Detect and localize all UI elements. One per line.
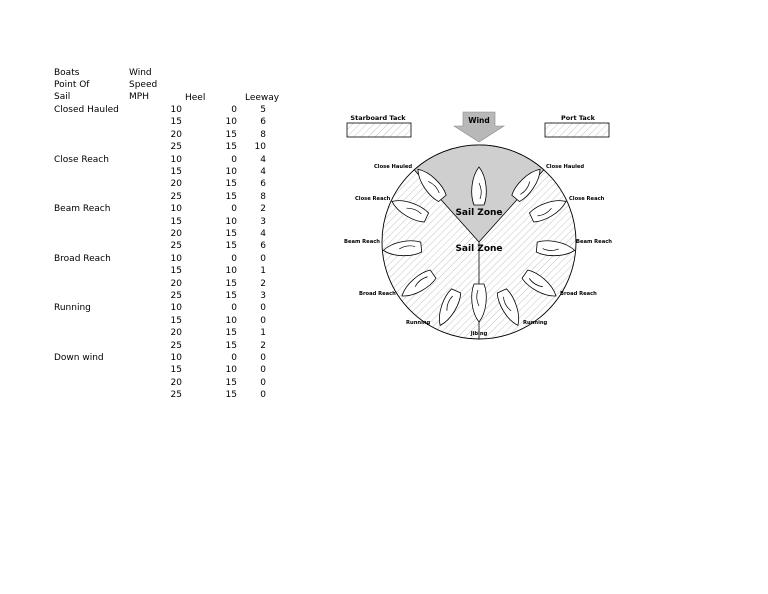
label-beam-reach-right: Beam Reach (576, 239, 612, 245)
leeway-cell: 1 (260, 328, 266, 339)
wind-speed-cell: 20 (170, 179, 182, 190)
heel-cell: 15 (225, 278, 237, 289)
heel-cell: 15 (225, 328, 237, 339)
header-wind: Wind (129, 68, 152, 78)
wind-speed-cell: 10 (170, 105, 182, 115)
leeway-cell: 1 (260, 266, 266, 277)
leeway-cell: 3 (260, 291, 266, 301)
wind-speed-cell: 15 (170, 117, 182, 128)
leeway-cell: 0 (260, 365, 266, 376)
leeway-cell: 0 (260, 253, 266, 264)
label-close-reach-left: Close Reach (355, 196, 391, 202)
port-tack-label: Port Tack (561, 114, 595, 122)
wind-speed-cell: 10 (170, 303, 182, 314)
leeway-cell: 5 (260, 105, 266, 115)
heel-cell: 0 (231, 353, 237, 363)
starboard-tack-label: Starboard Tack (350, 114, 406, 122)
label-close-hauled-left: Close Hauled (374, 164, 413, 170)
heel-cell: 10 (225, 365, 237, 376)
point-of-sail-label: Close Reach (54, 154, 109, 165)
wind-speed-cell: 20 (170, 229, 182, 239)
label-running-right: Running (523, 320, 548, 326)
wind-label: Wind (468, 116, 490, 125)
point-of-sail-label: Closed Hauled (54, 105, 119, 115)
wind-speed-cell: 15 (170, 167, 182, 177)
leeway-cell: 0 (260, 353, 266, 363)
header-mph: MPH (129, 92, 149, 102)
heel-cell: 15 (225, 229, 237, 239)
label-running-left: Running (406, 320, 431, 326)
heel-cell: 15 (225, 179, 237, 190)
leeway-cell: 4 (260, 154, 266, 165)
heel-cell: 10 (225, 117, 237, 128)
header-leeway: Leeway (245, 93, 280, 103)
leeway-cell: 6 (260, 117, 266, 128)
wind-speed-cell: 10 (170, 253, 182, 264)
wind-speed-cell: 25 (170, 390, 182, 401)
leeway-cell: 2 (260, 278, 266, 289)
wind-speed-cell: 10 (170, 154, 182, 165)
leeway-cell: 3 (260, 216, 266, 227)
heel-cell: 15 (225, 191, 237, 202)
leeway-cell: 0 (260, 303, 266, 314)
point-of-sail-label: Broad Reach (54, 253, 111, 264)
heel-cell: 15 (225, 291, 237, 301)
wind-speed-cell: 25 (170, 191, 182, 202)
leeway-cell: 4 (260, 229, 266, 239)
heel-cell: 0 (231, 105, 237, 115)
leeway-cell: 0 (260, 390, 266, 401)
leeway-cell: 8 (260, 191, 266, 202)
heel-cell: 10 (225, 167, 237, 177)
wind-speed-cell: 20 (170, 377, 182, 388)
point-of-sail-label: Beam Reach (54, 204, 111, 215)
wind-speed-cell: 25 (170, 291, 182, 301)
leeway-cell: 2 (260, 204, 266, 215)
leeway-cell: 10 (254, 142, 266, 153)
starboard-tack-swatch (347, 123, 411, 137)
label-close-hauled-right: Close Hauled (546, 164, 585, 170)
leeway-cell: 0 (260, 377, 266, 388)
wind-speed-cell: 10 (170, 204, 182, 215)
leeway-cell: 6 (260, 241, 266, 252)
heel-cell: 15 (225, 390, 237, 401)
leeway-cell: 6 (260, 179, 266, 190)
label-close-reach-right: Close Reach (569, 196, 605, 202)
header-point-of: Point Of (54, 80, 90, 90)
heel-cell: 10 (225, 216, 237, 227)
heel-cell: 0 (231, 303, 237, 314)
heel-cell: 10 (225, 315, 237, 326)
header-boats: Boats (54, 68, 80, 78)
wind-speed-cell: 15 (170, 216, 182, 227)
heel-cell: 0 (231, 253, 237, 264)
heel-cell: 15 (225, 142, 237, 153)
point-of-sail-label: Running (54, 303, 91, 314)
header-speed: Speed (129, 80, 158, 90)
header-sail: Sail (54, 92, 71, 102)
heel-cell: 0 (231, 204, 237, 215)
wind-speed-cell: 15 (170, 266, 182, 277)
sail-zone-label: Sail Zone (455, 244, 503, 254)
wind-speed-cell: 15 (170, 315, 182, 326)
wind-speed-cell: 15 (170, 365, 182, 376)
leeway-cell: 2 (260, 340, 266, 351)
point-of-sail-label: Down wind (54, 353, 104, 363)
no-sail-zone-label-2: Sail Zone (455, 208, 503, 218)
leeway-cell: 4 (260, 167, 266, 177)
heel-cell: 15 (225, 129, 237, 140)
label-jibing: Jibing (470, 331, 488, 337)
heel-cell: 15 (225, 241, 237, 252)
heel-cell: 0 (231, 154, 237, 165)
wind-speed-cell: 25 (170, 142, 182, 153)
wind-speed-cell: 20 (170, 129, 182, 140)
wind-speed-cell: 20 (170, 278, 182, 289)
label-broad-reach-right: Broad Reach (560, 291, 597, 297)
heel-cell: 10 (225, 266, 237, 277)
header-heel: Heel (185, 93, 206, 103)
label-broad-reach-left: Broad Reach (359, 291, 396, 297)
heel-cell: 15 (225, 340, 237, 351)
wind-speed-cell: 25 (170, 340, 182, 351)
heel-cell: 15 (225, 377, 237, 388)
leeway-cell: 0 (260, 315, 266, 326)
wind-speed-cell: 25 (170, 241, 182, 252)
wind-speed-cell: 20 (170, 328, 182, 339)
port-tack-swatch (545, 123, 609, 137)
label-beam-reach-left: Beam Reach (344, 239, 380, 245)
leeway-cell: 8 (260, 129, 266, 140)
points-of-sail-diagram (340, 108, 630, 344)
wind-speed-cell: 10 (170, 353, 182, 363)
